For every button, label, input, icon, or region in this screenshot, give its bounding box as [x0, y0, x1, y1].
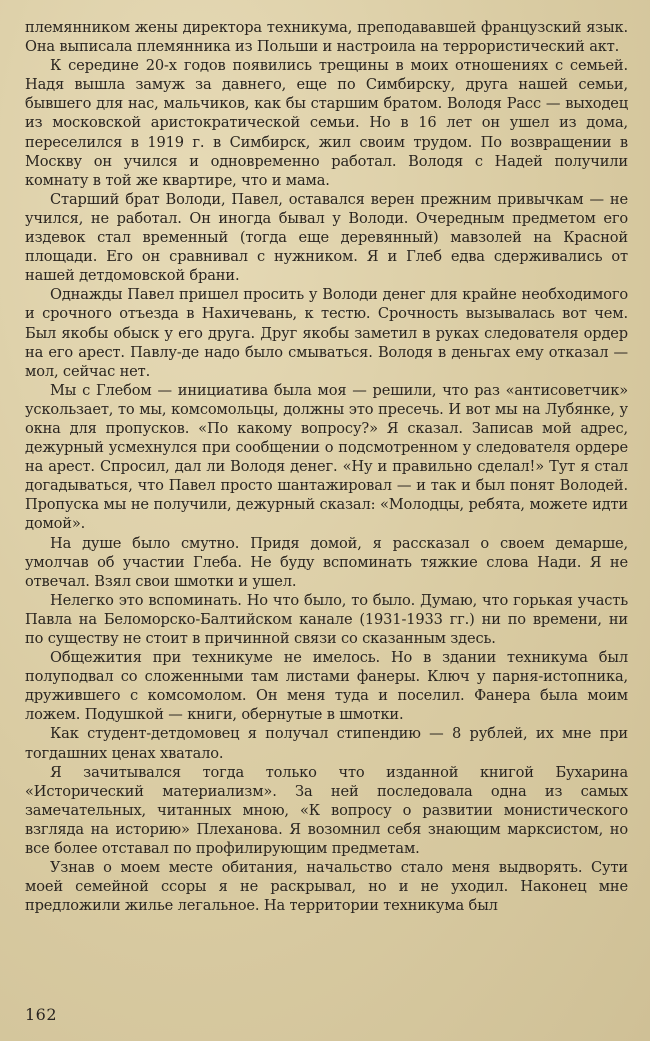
page-number: 162: [25, 1005, 58, 1024]
paragraph: Нелегко это вспоминать. Но что было, то было. Думаю, что горькая участь Павла на Беломорско-Балтийском канале (1931-1933 гг.) ни по времени, ни по существу не стоит в причинной связи со сказанным здесь.: [25, 591, 628, 647]
paragraph: Общежития при техникуме не имелось. Но в здании техникума был полуподвал со сложенными там листами фанеры. Ключ у парня-истопника, дружившего с комсомолом. Он меня туда и поселил. Фанера была моим ложем. Подушкой — книги, обернутые в шмотки.: [25, 649, 628, 724]
paragraph: племянником жены директора техникума, преподававшей французский язык. Она выписала племянника из Польши и настроила на террористический акт.: [25, 19, 628, 56]
text-block: [25, 18, 628, 915]
paragraph: Мы с Глебом — инициатива была моя — решили, что раз «антисоветчик» ускользает, то мы, комсомольцы, должны это пресечь. И вот мы на Лубянке, у окна для пропусков. «По какому вопросу?» Я сказал. Записав мой адрес, дежурный усмехнулся при сообщении о подсмотренном у следователя ордере на арест. Спросил, дал ли Володя денег. «Ну и правильно сделал!» Тут я стал догадываться, что Павел просто шантажировал — и так и был понят Володей. Пропуска мы не получили, дежурный сказал: «Молодцы, ребята, можете идти домой».: [25, 381, 628, 533]
paragraph: Старший брат Володи, Павел, оставался верен прежним привычкам — не учился, не работал. Он иногда бывал у Володи. Очередным предметом его издевок стал временный (тогда еще деревянный) мавзолей на Красной площади. Его он сравнивал с нужником. Я и Глеб едва сдерживались от нашей детдомовской брани.: [25, 190, 628, 285]
paragraph: Однажды Павел пришел просить у Володи денег для крайне необходимого и срочного отъезда в Нахичевань, к тестю. Срочность вызывалась вот чем. Был якобы обыск у его друга. Друг якобы заметил в руках следователя ордер на его арест. Павлу-де надо было смываться. Володя в деньгах ему отказал — мол, сейчас нет.: [25, 286, 628, 380]
paragraph: Узнав о моем месте обитания, начальство стало меня выдворять. Сути моей семейной ссоры я не раскрывал, но и не уходил. Наконец мне предложили жилье легальное. На территории техникума был: [25, 859, 628, 915]
paragraph: Я зачитывался тогда только что изданной книгой Бухарина «Исторический материализм». За ней последовала одна из самых замечательных, читанных мною, «К вопросу о развитии монистического взгляда на историю» Плеханова. Я возомнил себя знающим марксистом, но все более отставал по профилирующим предметам.: [25, 763, 628, 858]
paragraph: Как студент-детдомовец я получал стипендию — 8 рублей, их мне при тогдашних ценах хватало.: [25, 725, 628, 762]
paragraph: На душе было смутно. Придя домой, я рассказал о своем демарше, умолчав об участии Глеба. Не буду вспоминать тяжкие слова Нади. Я не отвечал. Взял свои шмотки и ушел.: [25, 534, 628, 590]
paragraph: К середине 20-х годов появились трещины в моих отношениях с семьей. Надя вышла замуж за давнего, еще по Симбирску, друга нашей семьи, бывшего для нас, мальчиков, как бы старшим братом. Володя Расс — выходец из московской аристократической семьи. Но в 16 лет он ушел из дома, переселился в 1919 г. в Симбирск, жил своим трудом. По возвращении в Москву он учился и одновременно работал. Володя с Надей получили комнату в той же квартире, что и мама.: [25, 57, 628, 189]
